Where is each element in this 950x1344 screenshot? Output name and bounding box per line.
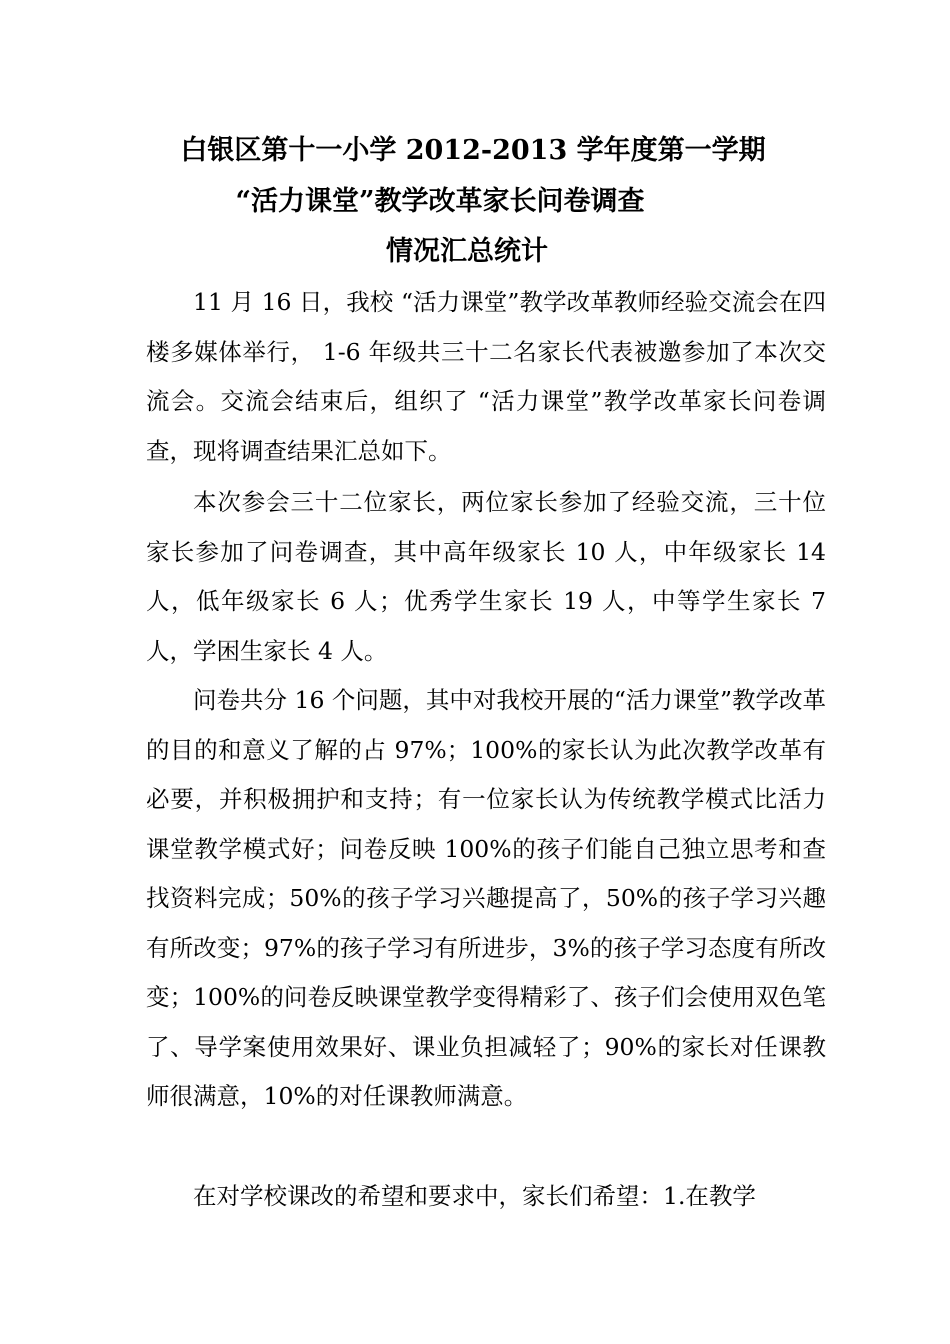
paragraph-text: 在对学校课改的希望和要求中，家长们希望：1.在教学 (193, 1182, 756, 1210)
document-title-line-2: “活力课堂”教学改革家长问卷调查 (235, 186, 645, 217)
paragraph-parent-hopes (146, 1172, 826, 1222)
document-title-line-3: 情况汇总统计 (386, 236, 548, 267)
paragraph-text: 本次参会三十二位家长，两位家长参加了经验交流，三十位家长参加了问卷调查，其中高年级家长 10 人，中年级家长 14 人，低年级家长 6 人；优秀学生家长 19 人，中等学生家长 7 人，学困生家长 4 人。 (146, 488, 826, 665)
paragraph-text: 问卷共分 16 个问题，其中对我校开展的“活力课堂”教学改革的目的和意义了解的占 97%；100%的家长认为此次教学改革有必要，并积极拥护和支持；有一位家长认为传统教学模式比活力课堂教学模式好；问卷反映 100%的孩子们能自己独立思考和查找资料完成；50%的孩子学习兴趣提高了，50%的孩子学习兴趣有所改变；97%的孩子学习有所进步，3%的孩子学习态度有所改变；100%的问卷反映课堂教学变得精彩了、孩子们会使用双色笔了、导学案使用效果好、课业负担减轻了；90%的家长对任课教师很满意，10%的对任课教师满意。 (146, 686, 826, 1110)
paragraph-meeting-intro (146, 278, 826, 476)
paragraph-text: 11 月 16 日，我校 “活力课堂”教学改革教师经验交流会在四楼多媒体举行， 1-6 年级共三十二名家长代表被邀参加了本次交流会。交流会结束后，组织了 “活力课堂”教学改革家长问卷调查，现将调查结果汇总如下。 (146, 288, 826, 465)
paragraph-participants (146, 478, 826, 676)
paragraph-survey-results (146, 676, 826, 1122)
document-title-line-1: 白银区第十一小学 2012-2013 学年度第一学期 (180, 135, 766, 166)
